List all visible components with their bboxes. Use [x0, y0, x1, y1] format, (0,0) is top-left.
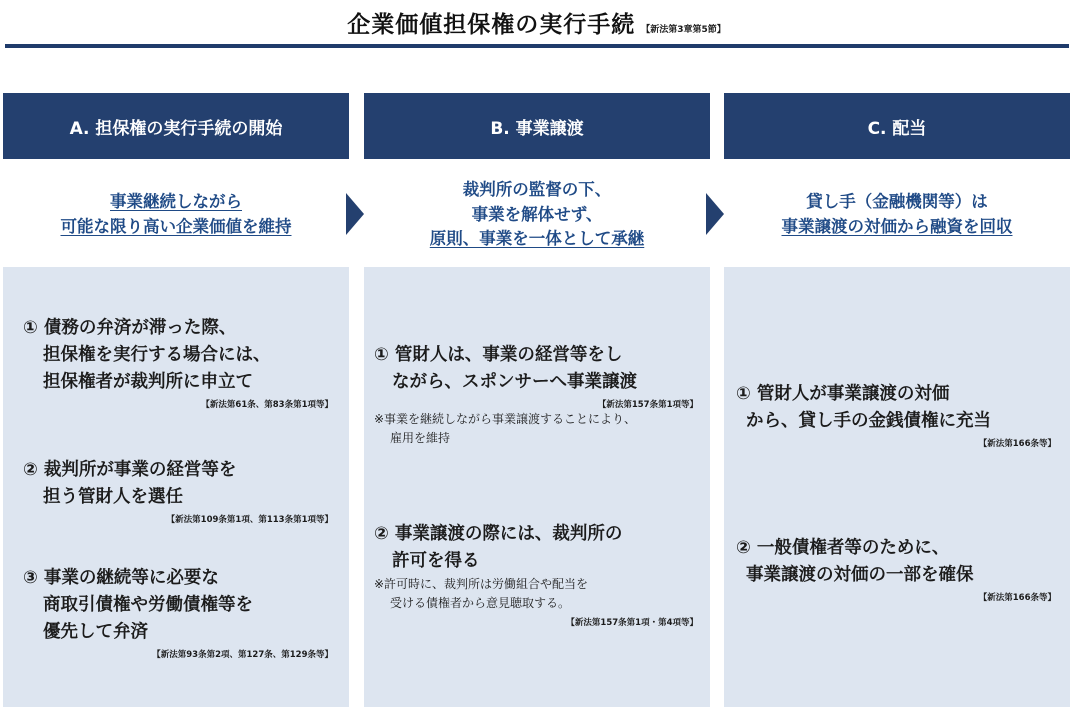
title-divider — [5, 44, 1069, 48]
law-reference: 【新法第166条等】 — [978, 439, 1056, 450]
step-item — [23, 457, 333, 525]
law-reference: 【新法第157条第1項等】 — [597, 400, 698, 411]
column-c-body — [724, 267, 1070, 707]
note-line: 雇用を維持 — [390, 431, 451, 446]
step-line: から、貸し手の金銭債権に充当 — [746, 411, 991, 432]
step-line: 商取引債権や労働債権等を — [43, 595, 253, 616]
step-item — [736, 535, 1056, 603]
note-line: 受ける債権者から意見聴取する。 — [390, 596, 571, 611]
note-line: ※事業を継続しながら事業譲渡することにより、 — [374, 412, 637, 427]
step-note — [374, 575, 698, 613]
column-a-summary — [3, 172, 349, 258]
step-item — [374, 342, 698, 449]
step-line: ② 一般債権者等のために、 — [736, 538, 950, 558]
law-reference: 【新法第61条、第83条第1項等】 — [201, 400, 333, 411]
summary-line: 可能な限り高い企業価値を維持 — [60, 217, 292, 236]
page-title: 企業価値担保権の実行手続 — [347, 12, 636, 38]
step-line: ① 債務の弁済が滞った際、 — [23, 318, 237, 338]
step-note — [374, 410, 698, 448]
summary-line: 事業継続しながら — [110, 192, 242, 212]
step-line: ② 事業譲渡の際には、裁判所の — [374, 524, 623, 544]
summary-line: 事業譲渡の対価から融資を回収 — [781, 217, 1013, 236]
step-item — [374, 521, 698, 628]
column-b-body — [364, 267, 710, 707]
law-reference: 【新法第109条第1項、第113条第1項等】 — [166, 515, 333, 526]
note-line: ※許可時に、裁判所は労働組合や配当を — [374, 577, 589, 592]
column-a-body — [3, 267, 349, 707]
law-reference: 【新法第166条等】 — [978, 593, 1056, 604]
step-line: ① 管財人が事業譲渡の対価 — [736, 384, 950, 404]
step-line: ① 管財人は、事業の経営等をし — [374, 345, 623, 365]
column-b-summary — [364, 172, 710, 258]
summary-line: 事業を解体せず、 — [471, 204, 603, 224]
summary-line: 貸し手（金融機関等）は — [806, 192, 988, 212]
step-item — [23, 565, 333, 660]
step-line: 担う管財人を選任 — [43, 487, 183, 508]
summary-line: 原則、事業を一体として承継 — [429, 229, 645, 249]
step-item — [23, 315, 333, 410]
column-a-header: A. 担保権の実行手続の開始 — [3, 93, 349, 159]
column-c-header: C. 配当 — [724, 93, 1070, 159]
law-reference: 【新法第157条第1項・第4項等】 — [566, 617, 698, 628]
summary-line: 裁判所の監督の下、 — [462, 179, 612, 199]
step-line: 優先して弁済 — [43, 622, 148, 643]
arrow-right-icon — [346, 193, 364, 235]
page-title-reference: 【新法第3章第5節】 — [641, 25, 726, 35]
step-line: ② 裁判所が事業の経営等を — [23, 460, 237, 480]
step-line: ながら、スポンサーへ事業譲渡 — [392, 372, 637, 393]
column-c-summary — [724, 172, 1070, 258]
arrow-right-icon — [706, 193, 724, 235]
step-item — [736, 381, 1056, 449]
title-row — [0, 6, 1073, 42]
step-line: 担保権者が裁判所に申立て — [43, 372, 253, 393]
law-reference: 【新法第93条第2項、第127条、第129条等】 — [152, 650, 333, 661]
column-b-header: B. 事業譲渡 — [364, 93, 710, 159]
step-line: ③ 事業の継続等に必要な — [23, 568, 219, 588]
step-line: 担保権を実行する場合には、 — [43, 345, 271, 366]
step-line: 許可を得る — [392, 551, 480, 572]
step-line: 事業譲渡の対価の一部を確保 — [746, 565, 974, 586]
